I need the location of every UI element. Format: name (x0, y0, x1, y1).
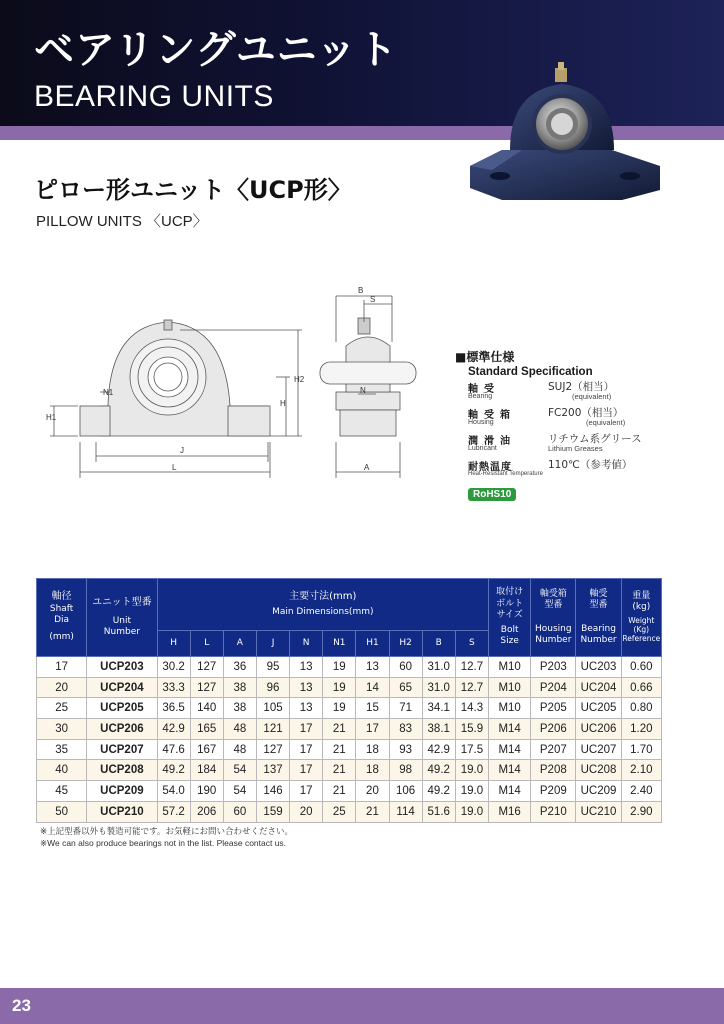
table-cell: 18 (356, 760, 389, 781)
table-cell: UC206 (576, 719, 621, 740)
header-text: Bearing (581, 623, 616, 634)
table-cell: 13 (290, 657, 323, 678)
spec-row-temperature (468, 456, 685, 482)
table-cell: 36.5 (157, 698, 190, 719)
table-cell: 31.0 (422, 677, 455, 698)
dim-label-s: S (370, 295, 376, 304)
table-cell: 30 (37, 719, 87, 740)
table-cell: UC205 (576, 698, 621, 719)
table-body (37, 657, 662, 823)
table-cell: 65 (389, 677, 422, 698)
section-title-en: PILLOW UNITS 〈UCP〉 (36, 213, 208, 230)
page-footer (0, 988, 724, 1024)
dimension-table (36, 578, 662, 823)
table-cell: 60 (389, 657, 422, 678)
table-cell: P207 (531, 739, 576, 760)
table-cell: 206 (190, 801, 223, 822)
header-text: Housing (535, 623, 572, 634)
table-cell: 0.80 (621, 698, 661, 719)
table-cell: 14 (356, 677, 389, 698)
table-cell: P204 (531, 677, 576, 698)
table-cell: 51.6 (422, 801, 455, 822)
table-cell: UC204 (576, 677, 621, 698)
table-cell: 54 (223, 760, 256, 781)
unit-number-cell: UCP210 (87, 801, 157, 822)
spec-title-en: Standard Specification (468, 366, 593, 378)
header-text: (Kg) (633, 625, 650, 635)
table-cell: 34.1 (422, 698, 455, 719)
table-cell: 1.70 (621, 739, 661, 760)
header-text: (mm) (49, 632, 74, 643)
header-text: サイズ (496, 609, 523, 620)
table-cell: 31.0 (422, 657, 455, 678)
table-row (37, 781, 662, 802)
spec-value: リチウム系グリース (548, 433, 642, 445)
table-cell: 20 (37, 677, 87, 698)
spec-row-bearing (468, 378, 685, 404)
table-cell: 21 (356, 801, 389, 822)
unit-number-cell: UCP206 (87, 719, 157, 740)
table-cell: 25 (323, 801, 356, 822)
table-cell: UC209 (576, 781, 621, 802)
table-cell: 17 (290, 781, 323, 802)
table-cell: 93 (389, 739, 422, 760)
header-text: ボルト (496, 598, 524, 609)
table-cell: UC207 (576, 739, 621, 760)
pillow-unit-product-image (462, 58, 662, 208)
header-dim-h2: H2 (389, 631, 422, 657)
dim-label-b: B (358, 286, 364, 295)
spec-label-en: Heat-Resistant Temperature (468, 471, 543, 477)
table-cell: 12.7 (455, 657, 488, 678)
table-cell: 0.60 (621, 657, 661, 678)
header-dim-j: J (256, 631, 289, 657)
table-cell: M10 (489, 677, 531, 698)
spec-label: 耐熱温度 (468, 462, 512, 473)
rohs-badge: RoHS10 (468, 488, 516, 501)
header-text: Main Dimensions(mm) (272, 607, 374, 618)
header-text: Shaft (49, 603, 74, 614)
table-cell: 48 (223, 739, 256, 760)
table-cell: 1.20 (621, 719, 661, 740)
table-cell: 17 (290, 739, 323, 760)
table-row (37, 719, 662, 740)
header-unit-number (87, 579, 157, 657)
header-dim-b: B (422, 631, 455, 657)
table-cell: 95 (256, 657, 289, 678)
table-cell: 49.2 (157, 760, 190, 781)
note-jp: ※上記型番以外も製造可能です。お気軽にお問い合わせください。 (40, 827, 293, 837)
table-cell: 17 (290, 719, 323, 740)
header-dim-l: L (190, 631, 223, 657)
table-cell: M16 (489, 801, 531, 822)
spec-value-en: (equivalent) (572, 392, 612, 401)
table-cell: 2.90 (621, 801, 661, 822)
table-cell: 19.0 (455, 801, 488, 822)
table-cell: 127 (190, 657, 223, 678)
table-cell: P205 (531, 698, 576, 719)
table-cell: 12.7 (455, 677, 488, 698)
table-cell: 19 (323, 677, 356, 698)
table-cell: 13 (290, 698, 323, 719)
header-text: Number (580, 634, 617, 645)
header-text: 重量 (632, 591, 651, 602)
table-cell: 19 (323, 657, 356, 678)
unit-number-cell: UCP208 (87, 760, 157, 781)
table-cell: 167 (190, 739, 223, 760)
unit-number-cell: UCP205 (87, 698, 157, 719)
header-text: Weight (628, 615, 655, 625)
spec-value-en: (equivalent) (586, 418, 626, 427)
table-cell: 17 (37, 657, 87, 678)
table-cell: 71 (389, 698, 422, 719)
table-cell: 45 (37, 781, 87, 802)
table-cell: M10 (489, 698, 531, 719)
header-shaft (37, 579, 87, 657)
table-cell: 2.40 (621, 781, 661, 802)
table-cell: 25 (37, 698, 87, 719)
table-cell: 38.1 (422, 719, 455, 740)
table-cell: 38 (223, 677, 256, 698)
header-text: (kg) (632, 602, 651, 613)
table-cell: 20 (356, 781, 389, 802)
table-cell: 159 (256, 801, 289, 822)
header-dim-s: S (455, 631, 488, 657)
spec-row-housing (468, 404, 685, 430)
table-cell: M10 (489, 657, 531, 678)
header-dim-n1: N1 (323, 631, 356, 657)
table-cell: 19 (323, 698, 356, 719)
table-cell: 98 (389, 760, 422, 781)
header-housing-number (531, 579, 576, 657)
dim-label-h1: H1 (46, 413, 57, 422)
header-text: 型番 (544, 600, 563, 611)
table-cell: 50 (37, 801, 87, 822)
table-cell: 0.66 (621, 677, 661, 698)
spec-label: 潤滑油 (468, 436, 516, 447)
header-weight (621, 579, 661, 657)
spec-title-jp: ■標準仕様 (455, 350, 515, 364)
table-cell: 14.3 (455, 698, 488, 719)
table-cell: 83 (389, 719, 422, 740)
dim-label-n1: N1 (103, 388, 114, 397)
table-cell: 54.0 (157, 781, 190, 802)
table-cell: 146 (256, 781, 289, 802)
header-text: 型番 (589, 600, 608, 611)
table-cell: P210 (531, 801, 576, 822)
table-cell: 96 (256, 677, 289, 698)
spec-label-en: Housing (468, 419, 494, 426)
table-cell: 42.9 (422, 739, 455, 760)
table-cell: 127 (190, 677, 223, 698)
table-cell: 21 (323, 781, 356, 802)
header-text: Number (103, 626, 140, 637)
table-cell: 33.3 (157, 677, 190, 698)
table-cell: 57.2 (157, 801, 190, 822)
table-row (37, 677, 662, 698)
table-cell: M14 (489, 760, 531, 781)
dim-label-j: J (180, 446, 184, 455)
table-cell: 60 (223, 801, 256, 822)
header-dim-n: N (290, 631, 323, 657)
table-cell: 42.9 (157, 719, 190, 740)
spec-value: FC200（相当） (548, 407, 624, 419)
spec-value-en: Lithium Greases (548, 444, 603, 453)
table-cell: UC208 (576, 760, 621, 781)
dimension-drawing (40, 282, 440, 482)
header-text: Size (500, 636, 519, 647)
table-cell: P209 (531, 781, 576, 802)
page-title-en: BEARING UNITS (34, 80, 274, 113)
dim-label-h: H (280, 399, 286, 408)
header-bearing-number (576, 579, 621, 657)
table-cell: 49.2 (422, 781, 455, 802)
table-cell: 13 (290, 677, 323, 698)
table-cell: M14 (489, 719, 531, 740)
table-cell: 21 (323, 719, 356, 740)
table-cell: 36 (223, 657, 256, 678)
table-cell: 20 (290, 801, 323, 822)
table-cell: 184 (190, 760, 223, 781)
header-main-dimensions (157, 579, 489, 631)
table-cell: P208 (531, 760, 576, 781)
table-cell: 47.6 (157, 739, 190, 760)
table-cell: 38 (223, 698, 256, 719)
header-text: Unit (112, 615, 132, 626)
header-text: 軸受 (589, 589, 608, 599)
header-dim-h1: H1 (356, 631, 389, 657)
spec-label: 軸受箱 (468, 410, 516, 421)
table-cell: 19.0 (455, 781, 488, 802)
table-cell: 21 (323, 760, 356, 781)
table-cell: 17.5 (455, 739, 488, 760)
spec-row-lubricant (468, 430, 685, 456)
header-text: 軸受箱 (539, 589, 567, 599)
table-cell: 54 (223, 781, 256, 802)
table-cell: P203 (531, 657, 576, 678)
spec-label-en: Bearing (468, 393, 493, 400)
unit-number-cell: UCP209 (87, 781, 157, 802)
table-cell: 17 (290, 760, 323, 781)
table-cell: 2.10 (621, 760, 661, 781)
standard-specification (455, 348, 685, 501)
table-cell: 105 (256, 698, 289, 719)
table-cell: 137 (256, 760, 289, 781)
header-text: ユニット型番 (92, 597, 152, 608)
table-cell: 140 (190, 698, 223, 719)
spec-value: 110℃（参考値） (548, 459, 633, 471)
spec-value: SUJ2（相当） (548, 381, 615, 393)
table-cell: 190 (190, 781, 223, 802)
table-cell: M14 (489, 739, 531, 760)
table-cell: 18 (356, 739, 389, 760)
unit-number-cell: UCP207 (87, 739, 157, 760)
table-cell: 15.9 (455, 719, 488, 740)
header-bolt-size (489, 579, 531, 657)
dim-label-n: N (360, 386, 366, 395)
header-dim-a: A (223, 631, 256, 657)
unit-number-cell: UCP203 (87, 657, 157, 678)
table-cell: 30.2 (157, 657, 190, 678)
table-row (37, 657, 662, 678)
header-text: Bolt (500, 625, 519, 636)
table-cell: 19.0 (455, 760, 488, 781)
table-cell: 17 (356, 719, 389, 740)
table-cell: 35 (37, 739, 87, 760)
table-row (37, 698, 662, 719)
table-cell: 40 (37, 760, 87, 781)
table-row (37, 760, 662, 781)
header-text: Number (535, 634, 572, 645)
table-cell: 13 (356, 657, 389, 678)
table-cell: UC210 (576, 801, 621, 822)
page-title-jp: ベアリングユニット (34, 27, 399, 73)
table-cell: 114 (389, 801, 422, 822)
table-cell: M14 (489, 781, 531, 802)
section-title-jp: ピロー形ユニット〈UCP形〉 (34, 176, 352, 204)
table-row (37, 739, 662, 760)
table-cell: P206 (531, 719, 576, 740)
header-text: Dia (54, 615, 70, 626)
header-text: 取付け (496, 587, 524, 598)
header-text: 主要寸法(mm) (289, 590, 357, 602)
header-text: Reference (622, 634, 661, 644)
spec-label: 軸受 (468, 384, 500, 395)
spec-label-en: Lubricant (468, 445, 497, 452)
header-dim-h: H (157, 631, 190, 657)
page-number: 23 (12, 996, 31, 1015)
table-cell: 15 (356, 698, 389, 719)
unit-number-cell: UCP204 (87, 677, 157, 698)
header-text: 軸径 (51, 591, 72, 603)
table-cell: 106 (389, 781, 422, 802)
note-en: ※We can also produce bearings not in the list. Please contact us. (40, 838, 287, 849)
dim-label-h2: H2 (294, 375, 305, 384)
table-cell: 127 (256, 739, 289, 760)
table-cell: 21 (323, 739, 356, 760)
footnotes (40, 827, 293, 850)
table-cell: 48 (223, 719, 256, 740)
table-cell: 165 (190, 719, 223, 740)
table-row (37, 801, 662, 822)
dim-label-l: L (172, 463, 177, 472)
table-cell: 49.2 (422, 760, 455, 781)
dim-label-a: A (364, 463, 370, 472)
table-cell: UC203 (576, 657, 621, 678)
table-cell: 121 (256, 719, 289, 740)
